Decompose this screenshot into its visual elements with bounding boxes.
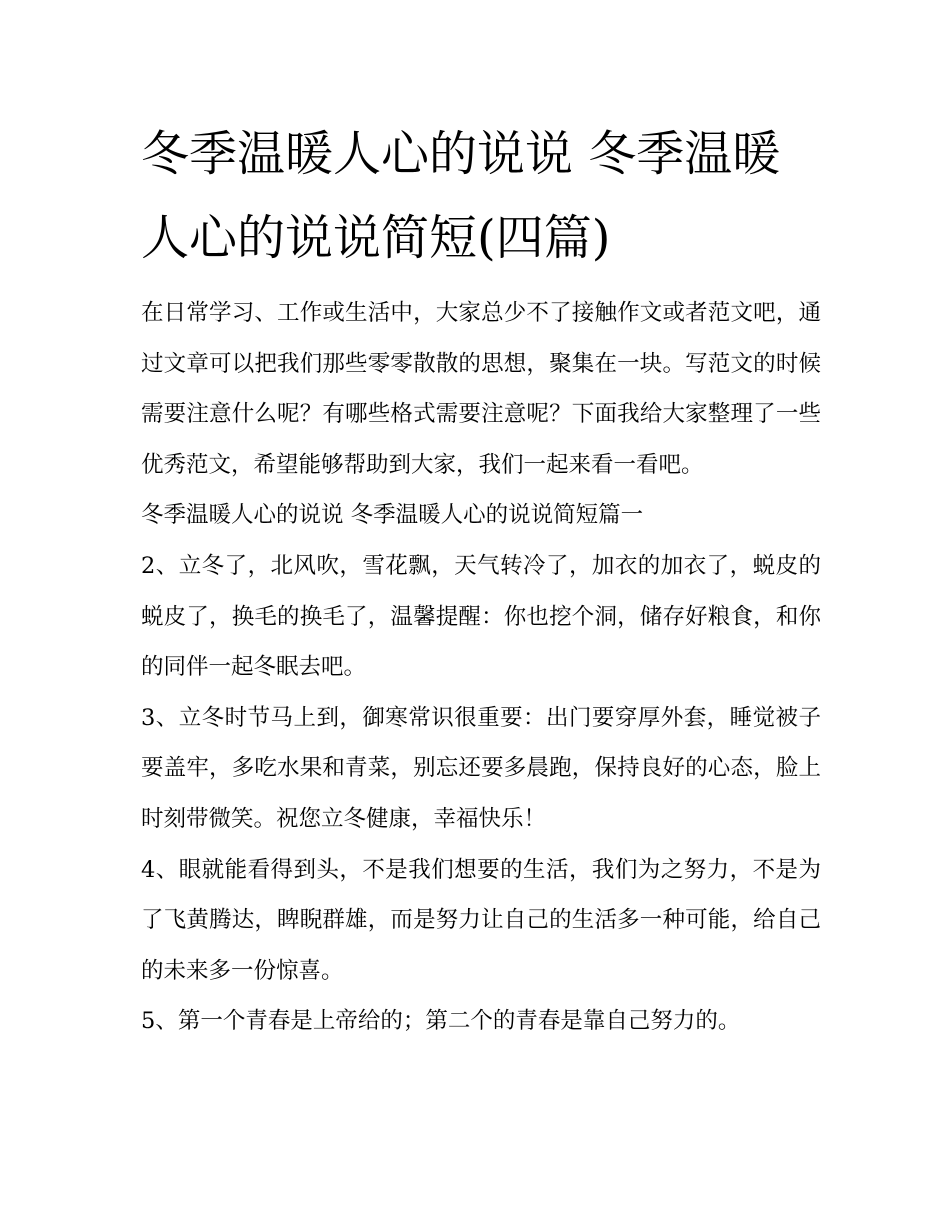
list-item: 4、眼就能看得到头，不是我们想要的生活，我们为之努力，不是为了飞黄腾达，睥睨群雄，而是努力让自己的生活多一种可能，给自己的未来多一份惊喜。 bbox=[141, 856, 821, 984]
intro-paragraph: 在日常学习、工作或生活中，大家总少不了接触作文或者范文吧，通过文章可以把我们那些零零散散的思想，聚集在一块。写范文的时候需要注意什么呢？有哪些格式需要注意呢？下面我给大家整理了一些优秀范文，希望能够帮助到大家，我们一起来看一看吧。 bbox=[141, 300, 821, 478]
list-item: 5、第一个青春是上帝给的；第二个的青春是靠自己努力的。 bbox=[141, 1008, 741, 1035]
document-title: 冬季温暖人心的说说 冬季温暖人心的说说简短(四篇) bbox=[141, 126, 781, 266]
section-heading: 冬季温暖人心的说说 冬季温暖人心的说说简短篇一 bbox=[141, 502, 644, 529]
list-item: 2、立冬了，北风吹，雪花飘，天气转冷了，加衣的加衣了，蜕皮的蜕皮了，换毛的换毛了，温馨提醒：你也挖个洞，储存好粮食，和你的同伴一起冬眠去吧。 bbox=[141, 552, 821, 681]
document-page bbox=[141, 112, 821, 1047]
list-item: 3、立冬时节马上到，御寒常识很重要：出门要穿厚外套，睡觉被子要盖牢，多吃水果和青菜，别忘还要多晨跑，保持良好的心态，脸上时刻带微笑。祝您立冬健康，幸福快乐！ bbox=[141, 704, 821, 832]
